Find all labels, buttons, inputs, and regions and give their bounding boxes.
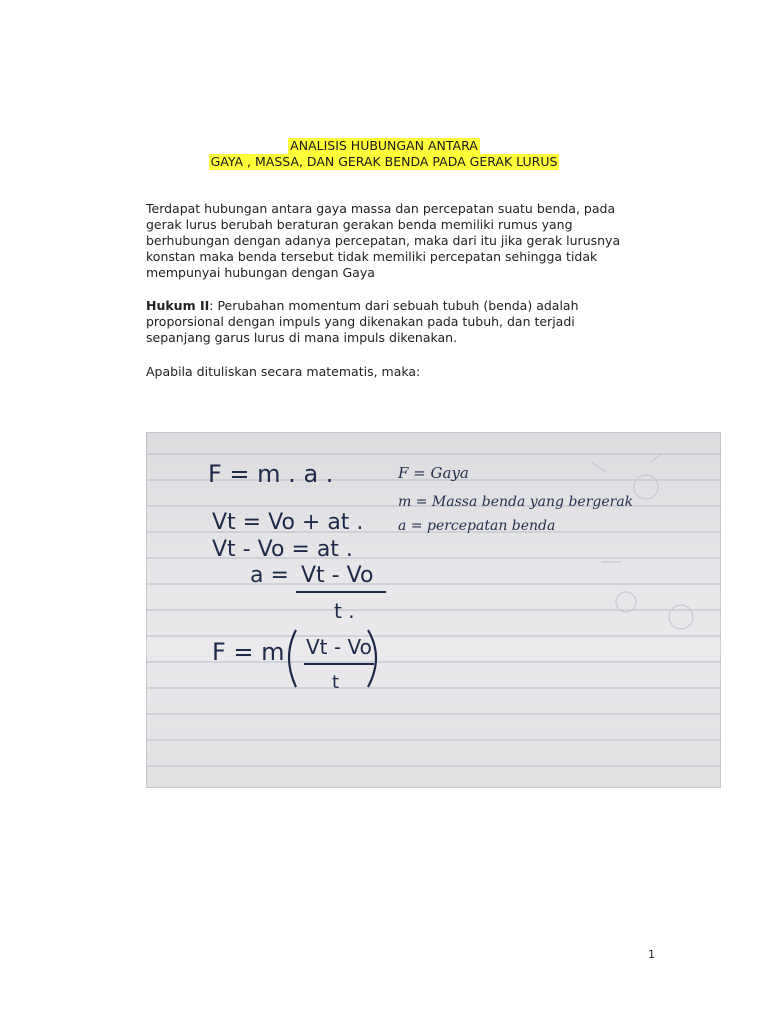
law-paragraph	[146, 298, 626, 346]
equation-force-denominator: t	[332, 672, 340, 693]
math-intro-paragraph: Apabila dituliskan secara matematis, maka:	[146, 364, 421, 379]
equation-accel-lhs: a =	[250, 563, 289, 588]
title-line-1: ANALISIS HUBUNGAN ANTARA	[290, 138, 478, 153]
title-line-2: GAYA , MASSA, DAN GERAK BENDA PADA GERAK LURUS	[210, 154, 558, 169]
left-paren	[289, 630, 296, 687]
legend-acceleration: a = percepatan benda	[398, 518, 556, 534]
notebook-paper	[146, 432, 721, 788]
law-text: : Perubahan momentum dari sebuah tubuh (benda) adalah proporsional dengan impuls yang dikenakan pada tubuh, dan terjadi sepanjang garus lurus di mana impuls dikenakan.	[146, 298, 579, 345]
document-title	[0, 138, 768, 170]
equation-force: F = m . a .	[208, 460, 334, 488]
legend-mass: m = Massa benda yang bergerak	[398, 494, 634, 510]
equation-force-numerator: Vt - Vo	[306, 635, 372, 659]
page-number: 1	[648, 948, 655, 961]
equation-force-expanded-lhs: F = m	[212, 638, 285, 666]
equation-velocity-diff: Vt - Vo = at .	[212, 537, 353, 562]
law-label: Hukum II	[146, 298, 210, 313]
equation-velocity: Vt = Vo + at .	[212, 510, 364, 535]
equation-accel-numerator: Vt - Vo	[301, 563, 374, 588]
handwritten-formulas-photo	[146, 432, 721, 788]
intro-paragraph: Terdapat hubungan antara gaya massa dan percepatan suatu benda, pada gerak lurus berubah beraturan gerakan benda memiliki rumus yang berhubungan dengan adanya percepatan, maka dari itu jika gerak lurusnya konstan maka benda tersebut tidak memiliki percepatan sehingga tidak mempunyai hubungan dengan Gaya	[146, 201, 621, 280]
equation-accel-denominator: t .	[334, 599, 355, 623]
legend-force: F = Gaya	[398, 464, 469, 482]
